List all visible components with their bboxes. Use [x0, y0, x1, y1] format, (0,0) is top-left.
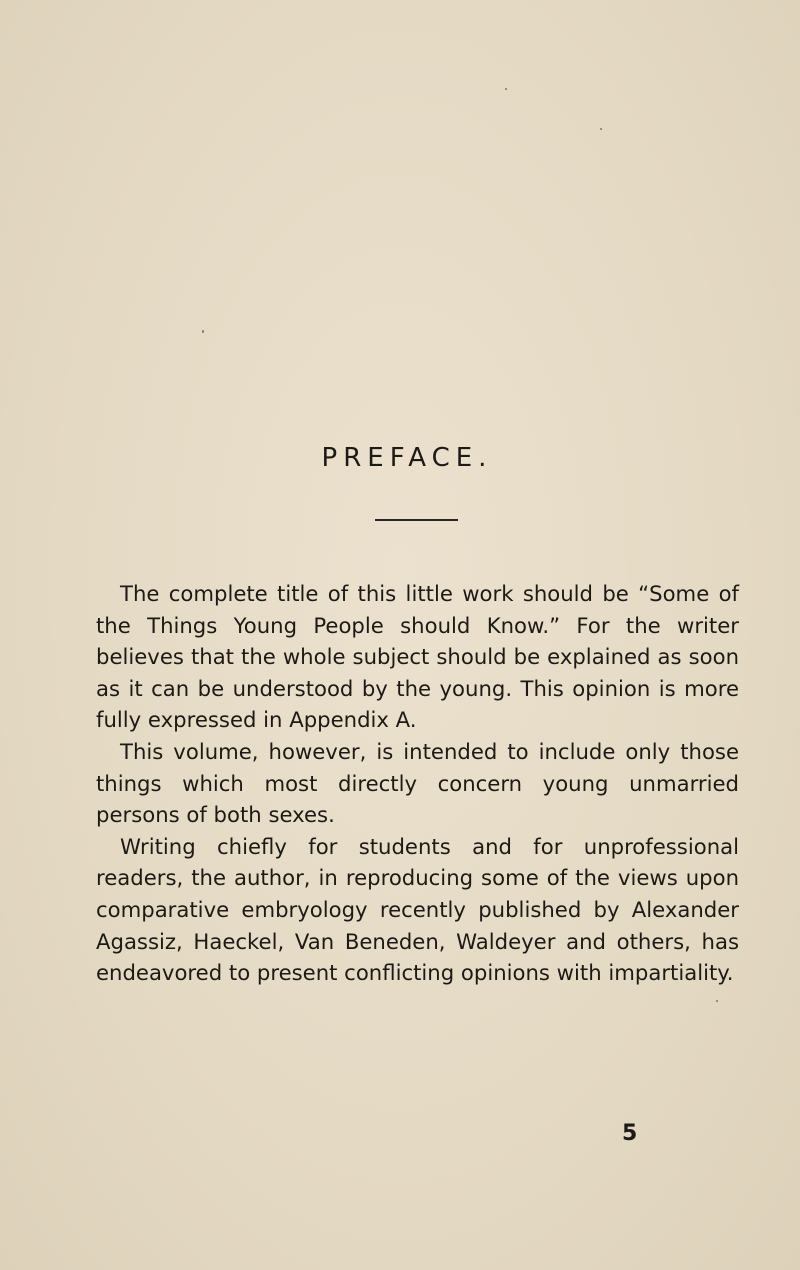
paper-speck	[202, 330, 204, 333]
paper-speck	[505, 88, 507, 90]
preface-body	[96, 578, 739, 989]
page-heading: PREFACE.	[321, 443, 493, 473]
paragraph-3: Writing chiefly for students and for unprofessional readers, the author, in reproducing some of the views upon comparative embryology recently published by Alexander Agassiz, Haeckel, Van Beneden, Waldeyer and others, has endeavored to present conflicting opinions with impartiality.	[96, 833, 739, 986]
page-number: 5	[622, 1121, 638, 1146]
paper-speck	[600, 128, 602, 130]
paragraph-1: The complete title of this little work should be “Some of the Things Young People should Know.” For the writer believes that the whole subject should be explained as soon as it can be understood by the young. This opinion is more fully expressed in Appendix A.	[96, 581, 739, 733]
heading-rule	[375, 519, 458, 521]
paragraph-2: This volume, however, is intended to include only those things which most directly concern young unmarried persons of both sexes.	[96, 738, 739, 828]
paper-speck	[716, 1000, 718, 1002]
